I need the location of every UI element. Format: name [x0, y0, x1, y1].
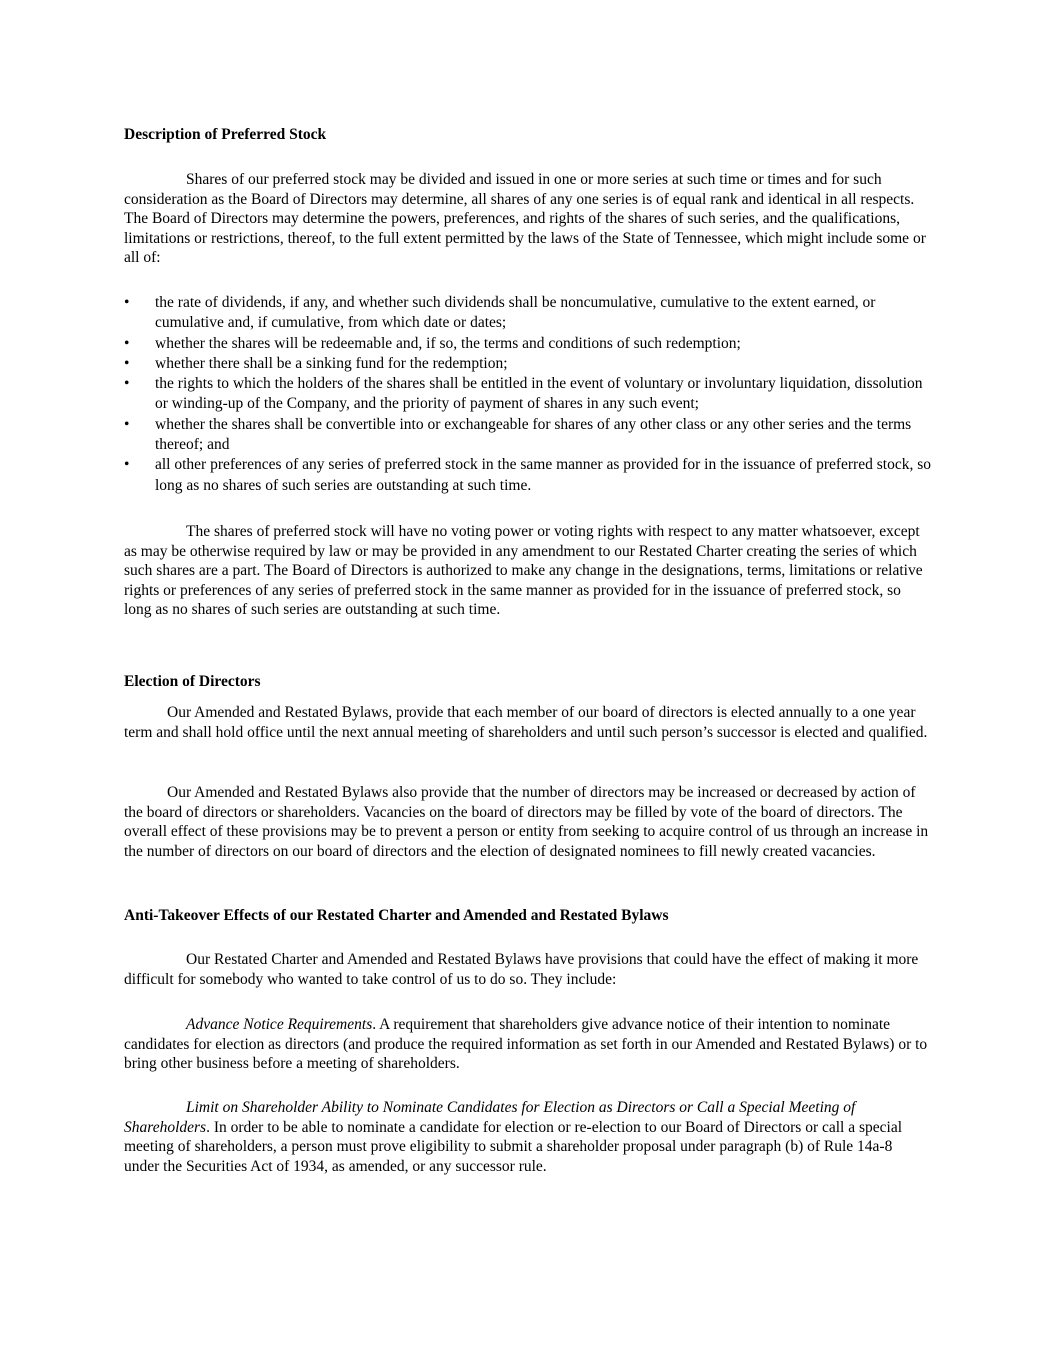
paragraph-text: The shares of preferred stock will have no voting power or voting rights with respect to any matter whatsoever, except as may be otherwise required by law or may be provided in any amendment to our Restated Charter creating the series of which such shares are a part. The Board of Directors is authorized to make any change in the designations, terms, limitations or relative rights or preferences of any series of preferred stock in the same manner as provided for in the issuance of preferred stock, so long as no shares of such series are outstanding at such time. — [124, 523, 923, 619]
list-item-text: the rate of dividends, if any, and whether such dividends shall be noncumulative, cumulative to the extent earned, or cumulative and, if cumulative, from which date or dates; — [155, 294, 876, 332]
list-item-text: all other preferences of any series of preferred stock in the same manner as provided for in the issuance of preferred stock, so long as no shares of such series are outstanding at such time. — [155, 456, 931, 494]
bullet-icon: • — [124, 294, 130, 311]
list-item-text: whether the shares will be redeemable and, if so, the terms and conditions of such redemption; — [155, 334, 741, 352]
paragraph-anti-takeover-intro — [124, 950, 930, 989]
list-item — [124, 374, 934, 415]
list-item-text: the rights to which the holders of the shares shall be entitled in the event of voluntary or involuntary liquidation, dissolution or winding-up of the Company, and the priority of payment of shares in any such event; — [155, 375, 923, 413]
paragraph-text: Our Amended and Restated Bylaws, provide that each member of our board of directors is elected annually to a one year term and shall hold office until the next annual meeting of shareholders and until such person’s successor is elected and qualified. — [124, 704, 928, 741]
paragraph-limit-shareholder-ability — [124, 1098, 930, 1176]
list-item — [124, 334, 934, 354]
paragraph-election-vacancies — [124, 783, 930, 861]
bullet-icon: • — [124, 354, 130, 372]
list-item — [124, 455, 934, 496]
heading-election-of-directors: Election of Directors — [124, 673, 261, 690]
paragraph-text: Our Restated Charter and Amended and Restated Bylaws have provisions that could have the effect of making it more difficult for somebody who wanted to take control of us to do so. They include: — [124, 951, 919, 988]
paragraph-text: . In order to be able to nominate a candidate for election or re-election to our Board of Directors or call a special meeting of shareholders, a person must prove eligibility to submit a shareholder proposal under paragraph (b) of Rule 14a-8 under the Securities Act of 1934, as amended, or any successor rule. — [124, 1118, 903, 1175]
bullet-icon: • — [124, 334, 130, 352]
paragraph-preferred-intro — [124, 170, 930, 268]
list-item-text: whether there shall be a sinking fund for the redemption; — [155, 354, 508, 372]
preferred-rights-list — [124, 293, 934, 496]
paragraph-text: Shares of our preferred stock may be divided and issued in one or more series at such time or times and for such consideration as the Board of Directors may determine, all shares of any one series is of equal rank and identical in all respects. The Board of Directors may determine the powers, preferences, and rights of the shares of such series, and the qualifications, limitations or restrictions, thereof, to the full extent permitted by the laws of the State of Tennessee, which might include some or all of: — [124, 171, 926, 267]
paragraph-preferred-voting — [124, 522, 930, 620]
paragraph-advance-notice — [124, 1015, 930, 1074]
list-item — [124, 293, 934, 334]
list-item-text: whether the shares shall be convertible into or exchangeable for shares of any other class or any other series and the terms thereof; and — [155, 415, 912, 454]
heading-anti-takeover: Anti-Takeover Effects of our Restated Charter and Amended and Restated Bylaws — [124, 907, 669, 924]
advance-notice-title: Advance Notice Requirements — [186, 1016, 373, 1033]
paragraph-text: Our Amended and Restated Bylaws also provide that the number of directors may be increased or decreased by action of the board of directors or shareholders. Vacancies on the board of directors may be filled by vote of the board of directors. The overall effect of these provisions may be to prevent a person or entity from seeking to acquire control of us through an increase in the number of directors on our board of directors and the election of designated nominees to fill newly created vacancies. — [124, 784, 929, 860]
bullet-icon: • — [124, 456, 130, 474]
limit-shareholder-title: Limit on Shareholder Ability to Nominate Candidates for Election as Directors or Call a Special Meeting of Shareholders — [124, 1099, 856, 1136]
paragraph-text: . A requirement that shareholders give advance notice of their intention to nominate candidates for election as directors (and produce the required information as set forth in our Amended and Restated Bylaws) or to bring other business before a meeting of shareholders. — [124, 1016, 928, 1073]
heading-preferred-stock: Description of Preferred Stock — [124, 126, 327, 143]
paragraph-election-term — [124, 703, 930, 742]
list-item — [124, 415, 934, 456]
list-item — [124, 354, 934, 374]
bullet-icon: • — [124, 415, 130, 433]
bullet-icon: • — [124, 375, 130, 393]
